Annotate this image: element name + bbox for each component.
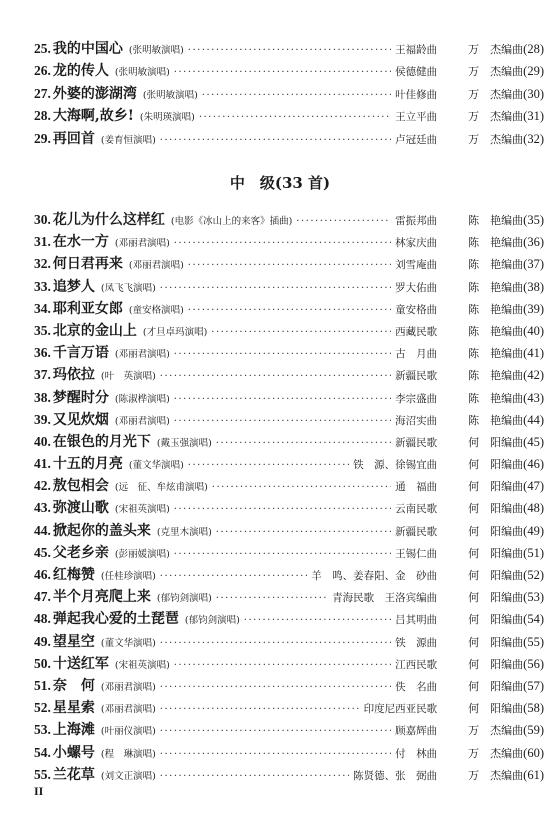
dot-leader xyxy=(174,655,391,677)
arranger: 何 阳编曲 xyxy=(468,480,524,494)
dot-leader xyxy=(160,130,391,152)
arranger: 万 杰编曲 xyxy=(468,87,524,101)
singer-note: (张明敏演唱) xyxy=(114,67,170,79)
dot-leader xyxy=(160,566,307,588)
arranger: 陈 艳编曲 xyxy=(468,369,524,383)
page-ref: (41) xyxy=(523,346,544,361)
page-ref: (36) xyxy=(523,235,544,250)
dot-leader xyxy=(174,233,391,255)
page-ref: (37) xyxy=(523,257,544,272)
arranger: 何 阳编曲 xyxy=(468,657,524,671)
song-title: 小螺号 xyxy=(52,744,95,761)
dot-leader xyxy=(174,344,391,366)
song-title: 半个月亮爬上来 xyxy=(52,589,151,606)
entry-number: 47. xyxy=(34,589,51,605)
dot-leader xyxy=(174,544,391,566)
dot-leader xyxy=(199,107,391,129)
page-ref: (40) xyxy=(523,323,544,338)
entry-number: 32. xyxy=(34,256,51,272)
toc-entry xyxy=(34,253,544,275)
entry-number: 30. xyxy=(34,212,51,227)
toc-entry xyxy=(34,742,544,764)
toc-entry xyxy=(34,475,544,497)
dot-leader xyxy=(188,255,391,277)
singer-note: (刘文正演唱) xyxy=(100,770,156,782)
toc-entry xyxy=(34,564,544,586)
entry-number: 26. xyxy=(34,63,51,79)
entry-number: 38. xyxy=(34,389,51,405)
page-ref: (51) xyxy=(523,545,544,560)
toc-entry xyxy=(34,542,544,564)
toc-entry xyxy=(34,38,544,60)
composer: 海沼实曲 xyxy=(395,414,438,427)
entry-number: 35. xyxy=(34,322,51,338)
toc-list-intermediate xyxy=(34,209,544,786)
toc-entry xyxy=(34,83,544,105)
arranger: 万 杰编曲 xyxy=(468,132,524,146)
composer: 叶佳修曲 xyxy=(395,88,438,101)
singer-note: (邓丽君演唱) xyxy=(114,415,170,427)
arranger: 陈 艳编曲 xyxy=(468,324,524,338)
composer: 王福龄曲 xyxy=(395,44,438,56)
page-ref: (56) xyxy=(523,656,544,671)
song-title: 父老乡亲 xyxy=(52,544,109,561)
song-title: 我的中国心 xyxy=(52,41,123,57)
dot-leader xyxy=(174,411,391,433)
toc-entry xyxy=(34,387,544,409)
toc-entry xyxy=(34,320,544,342)
dot-leader xyxy=(174,499,391,521)
song-title: 再回首 xyxy=(52,130,95,147)
arranger: 陈 艳编曲 xyxy=(468,280,524,294)
song-title: 玛依拉 xyxy=(52,367,95,384)
arranger: 何 阳编曲 xyxy=(468,502,524,516)
arranger: 何 阳编曲 xyxy=(468,635,524,649)
toc-entry xyxy=(34,653,544,675)
toc-entry xyxy=(34,105,544,127)
dot-leader xyxy=(160,677,391,699)
composer: 林家庆曲 xyxy=(395,237,438,250)
singer-note: (郁钧剑演唱) xyxy=(156,593,212,605)
entry-number: 51. xyxy=(34,677,51,693)
entry-number: 46. xyxy=(34,567,51,582)
composer: 王锡仁曲 xyxy=(395,547,438,560)
dot-leader xyxy=(160,744,391,766)
singer-note: (郁钧剑演唱) xyxy=(184,615,240,627)
arranger: 何 阳编曲 xyxy=(468,679,524,693)
composer: 童安格曲 xyxy=(395,303,438,316)
toc-entry xyxy=(34,231,544,253)
toc-entry xyxy=(34,764,544,786)
entry-number: 54. xyxy=(34,744,51,760)
song-title: 追梦人 xyxy=(52,278,95,295)
song-title: 奈 何 xyxy=(52,677,95,694)
dot-leader xyxy=(188,40,391,62)
arranger: 何 阳编曲 xyxy=(468,458,524,472)
arranger: 陈 艳编曲 xyxy=(468,236,524,250)
page-ref: (49) xyxy=(523,523,544,538)
dot-leader xyxy=(216,588,328,610)
singer-note: (远 征、牟炫甫演唱) xyxy=(114,482,208,494)
dot-leader xyxy=(188,300,391,322)
toc-entry xyxy=(34,409,544,431)
composer: 江西民歌 xyxy=(395,658,438,671)
composer: 新疆民歌 xyxy=(395,370,438,383)
entry-number: 33. xyxy=(34,278,51,294)
composer: 新疆民歌 xyxy=(395,436,438,449)
entry-number: 25. xyxy=(34,41,51,56)
song-title: 梦醒时分 xyxy=(52,389,109,406)
composer: 佚 名曲 xyxy=(395,680,438,693)
dot-leader xyxy=(160,278,391,300)
composer: 新疆民歌 xyxy=(395,525,438,538)
composer: 付 林曲 xyxy=(395,747,438,760)
toc-entry xyxy=(34,675,544,697)
toc-entry xyxy=(34,364,544,386)
song-title: 红梅赞 xyxy=(52,567,95,583)
singer-note: (宋祖英演唱) xyxy=(114,504,170,516)
arranger: 陈 艳编曲 xyxy=(468,302,524,316)
dot-leader xyxy=(216,522,391,544)
arranger: 陈 艳编曲 xyxy=(468,413,524,427)
entry-number: 44. xyxy=(34,522,51,538)
singer-note: (邓丽君演唱) xyxy=(128,260,184,272)
composer: 王立平曲 xyxy=(395,111,438,124)
composer: 刘雪庵曲 xyxy=(395,259,438,272)
dot-leader xyxy=(202,85,391,107)
arranger: 何 阳编曲 xyxy=(468,591,524,605)
entry-number: 43. xyxy=(34,500,51,516)
page-ref: (54) xyxy=(523,612,544,627)
dot-leader xyxy=(160,699,360,721)
composer: 雷振邦曲 xyxy=(395,215,438,227)
composer: 铁 源曲 xyxy=(395,636,438,649)
song-title: 掀起你的盖头来 xyxy=(52,522,151,539)
toc-entry xyxy=(34,431,544,453)
dot-leader xyxy=(174,62,391,84)
page-ref: (55) xyxy=(523,634,544,649)
dot-leader xyxy=(211,322,391,344)
singer-note: (陈淑桦演唱) xyxy=(114,393,170,405)
page-ref: (48) xyxy=(523,501,544,516)
arranger: 陈 艳编曲 xyxy=(468,391,524,405)
song-title: 在水一方 xyxy=(52,234,109,251)
song-title: 花儿为什么这样红 xyxy=(52,212,165,228)
singer-note: (邓丽君演唱) xyxy=(100,681,156,693)
composer: 卢冠廷曲 xyxy=(395,133,438,146)
composer: 云南民歌 xyxy=(395,503,438,516)
entry-number: 31. xyxy=(34,234,51,250)
song-title: 千言万语 xyxy=(52,345,109,362)
page-ref: (58) xyxy=(523,701,544,716)
song-title: 北京的金山上 xyxy=(52,322,137,339)
toc-entry xyxy=(34,608,544,630)
toc-entry xyxy=(34,60,544,82)
page-ref: (53) xyxy=(523,590,544,605)
song-title: 弹起我心爱的土琵琶 xyxy=(52,611,179,628)
singer-note: (董文华演唱) xyxy=(100,637,156,649)
arranger: 何 阳编曲 xyxy=(468,702,524,716)
song-title: 龙的传人 xyxy=(52,63,109,80)
composer: 西藏民歌 xyxy=(395,325,438,338)
dot-leader xyxy=(296,211,391,233)
song-title: 十五的月亮 xyxy=(52,456,123,473)
arranger: 万 杰编曲 xyxy=(468,768,524,782)
toc-entry xyxy=(34,128,544,150)
composer: 青海民歌 王洛宾编曲 xyxy=(332,592,438,605)
singer-note: (克里木演唱) xyxy=(156,526,212,538)
composer: 印度尼西亚民歌 xyxy=(363,703,438,716)
page-ref: (29) xyxy=(523,64,544,79)
arranger: 万 杰编曲 xyxy=(468,65,524,79)
singer-note: (邓丽君演唱) xyxy=(114,238,170,250)
toc-entry xyxy=(34,586,544,608)
arranger: 何 阳编曲 xyxy=(468,569,524,582)
singer-note: (电影《冰山上的来客》插曲) xyxy=(170,216,293,227)
toc-entry xyxy=(34,520,544,542)
entry-number: 28. xyxy=(34,108,51,124)
page-ref: (35) xyxy=(523,213,544,227)
toc-entry xyxy=(34,209,544,231)
page-ref: (28) xyxy=(523,42,544,56)
page-ref: (60) xyxy=(523,745,544,760)
composer: 古 月曲 xyxy=(395,348,438,361)
dot-leader xyxy=(160,366,391,388)
page-ref: (59) xyxy=(523,723,544,738)
page-ref: (45) xyxy=(523,434,544,449)
page-ref: (52) xyxy=(523,568,544,582)
singer-note: (童安格演唱) xyxy=(128,304,184,316)
singer-note: (张明敏演唱) xyxy=(128,45,184,56)
arranger: 何 阳编曲 xyxy=(468,524,524,538)
page-ref: (42) xyxy=(523,368,544,383)
singer-note: (程 琳演唱) xyxy=(100,748,156,760)
entry-number: 55. xyxy=(34,766,51,782)
singer-note: (姜育恒演唱) xyxy=(100,134,156,146)
singer-note: (邓丽君演唱) xyxy=(100,704,156,716)
arranger: 陈 艳编曲 xyxy=(468,258,524,272)
entry-number: 37. xyxy=(34,367,51,383)
song-title: 敖包相会 xyxy=(52,478,109,495)
arranger: 何 阳编曲 xyxy=(468,435,524,449)
entry-number: 36. xyxy=(34,345,51,361)
song-title: 望星空 xyxy=(52,633,95,650)
singer-note: (张明敏演唱) xyxy=(142,89,198,101)
page-number-footer: II xyxy=(34,784,44,798)
composer: 侯德健曲 xyxy=(395,66,438,79)
song-title: 十送红军 xyxy=(52,655,109,672)
arranger: 万 杰编曲 xyxy=(468,724,524,738)
singer-note: (叶丽仪演唱) xyxy=(100,726,156,738)
entry-number: 42. xyxy=(34,478,51,494)
page-ref: (57) xyxy=(523,678,544,693)
page-ref: (39) xyxy=(523,301,544,316)
page-ref: (31) xyxy=(523,109,544,124)
composer: 通 福曲 xyxy=(395,481,438,494)
singer-note: (邓丽君演唱) xyxy=(114,349,170,361)
arranger: 万 杰编曲 xyxy=(468,746,524,760)
page-ref: (32) xyxy=(523,131,544,146)
singer-note: (凤飞飞演唱) xyxy=(100,282,156,294)
toc-entry xyxy=(34,697,544,719)
arranger: 陈 艳编曲 xyxy=(468,214,524,227)
toc-entry xyxy=(34,276,544,298)
song-title: 星星索 xyxy=(52,700,95,717)
entry-number: 39. xyxy=(34,411,51,427)
page-ref: (47) xyxy=(523,479,544,494)
section-heading: 中 级(33 首) xyxy=(229,174,331,192)
song-title: 兰花草 xyxy=(52,766,95,783)
song-title: 上海滩 xyxy=(52,722,95,739)
composer: 罗大佑曲 xyxy=(395,281,438,294)
composer: 陈贤德、张 弼曲 xyxy=(353,769,438,782)
dot-leader xyxy=(174,389,391,411)
song-title: 何日君再来 xyxy=(52,256,123,273)
arranger: 万 杰编曲 xyxy=(468,110,524,124)
entry-number: 41. xyxy=(34,456,51,472)
composer: 铁 源、徐锡宜曲 xyxy=(353,459,438,472)
entry-number: 27. xyxy=(34,85,51,101)
entry-number: 53. xyxy=(34,722,51,738)
singer-note: (叶 英演唱) xyxy=(100,371,156,383)
toc-entry xyxy=(34,298,544,320)
song-title: 大海啊,故乡! xyxy=(52,108,134,125)
song-title: 弥渡山歌 xyxy=(52,500,109,517)
song-title: 又见炊烟 xyxy=(52,411,109,428)
arranger: 何 阳编曲 xyxy=(468,546,524,560)
toc-entry xyxy=(34,497,544,519)
entry-number: 49. xyxy=(34,633,51,649)
singer-note: (朱明瑛演唱) xyxy=(139,112,195,124)
entry-number: 50. xyxy=(34,655,51,671)
page-ref: (46) xyxy=(523,457,544,472)
dot-leader xyxy=(160,766,349,788)
composer: 吕其明曲 xyxy=(395,614,438,627)
song-title: 在银色的月光下 xyxy=(52,433,151,450)
singer-note: (董文华演唱) xyxy=(128,460,184,472)
song-title: 外婆的澎湖湾 xyxy=(52,85,137,102)
entry-number: 29. xyxy=(34,130,51,146)
dot-leader xyxy=(244,610,391,632)
page-ref: (43) xyxy=(523,390,544,405)
singer-note: (彭丽媛演唱) xyxy=(114,548,170,560)
entry-number: 48. xyxy=(34,611,51,627)
toc-entry xyxy=(34,342,544,364)
entry-number: 45. xyxy=(34,544,51,560)
singer-note: (任桂珍演唱) xyxy=(100,571,156,582)
entry-number: 34. xyxy=(34,300,51,316)
arranger: 何 阳编曲 xyxy=(468,613,524,627)
dot-leader xyxy=(160,633,391,655)
page-ref: (30) xyxy=(523,86,544,101)
entry-number: 52. xyxy=(34,700,51,716)
composer: 李宗盛曲 xyxy=(395,392,438,405)
singer-note: (戴玉强演唱) xyxy=(156,437,212,449)
page-ref: (38) xyxy=(523,279,544,294)
dot-leader xyxy=(216,433,391,455)
composer: 羊 鸣、姜春阳、金 砂曲 xyxy=(311,570,438,582)
page-ref: (44) xyxy=(523,412,544,427)
toc-entry xyxy=(34,453,544,475)
dot-leader xyxy=(188,455,349,477)
toc-entry xyxy=(34,631,544,653)
song-title: 耶利亚女郎 xyxy=(52,300,123,317)
dot-leader xyxy=(160,721,391,743)
toc-entry xyxy=(34,719,544,741)
dot-leader xyxy=(212,477,391,499)
arranger: 陈 艳编曲 xyxy=(468,347,524,361)
arranger: 万 杰编曲 xyxy=(468,43,524,56)
page-ref: (61) xyxy=(523,767,544,782)
singer-note: (宋祖英演唱) xyxy=(114,659,170,671)
singer-note: (才旦卓玛演唱) xyxy=(142,326,208,338)
composer: 顾嘉辉曲 xyxy=(395,725,438,738)
entry-number: 40. xyxy=(34,433,51,449)
toc-list-top xyxy=(34,38,544,150)
